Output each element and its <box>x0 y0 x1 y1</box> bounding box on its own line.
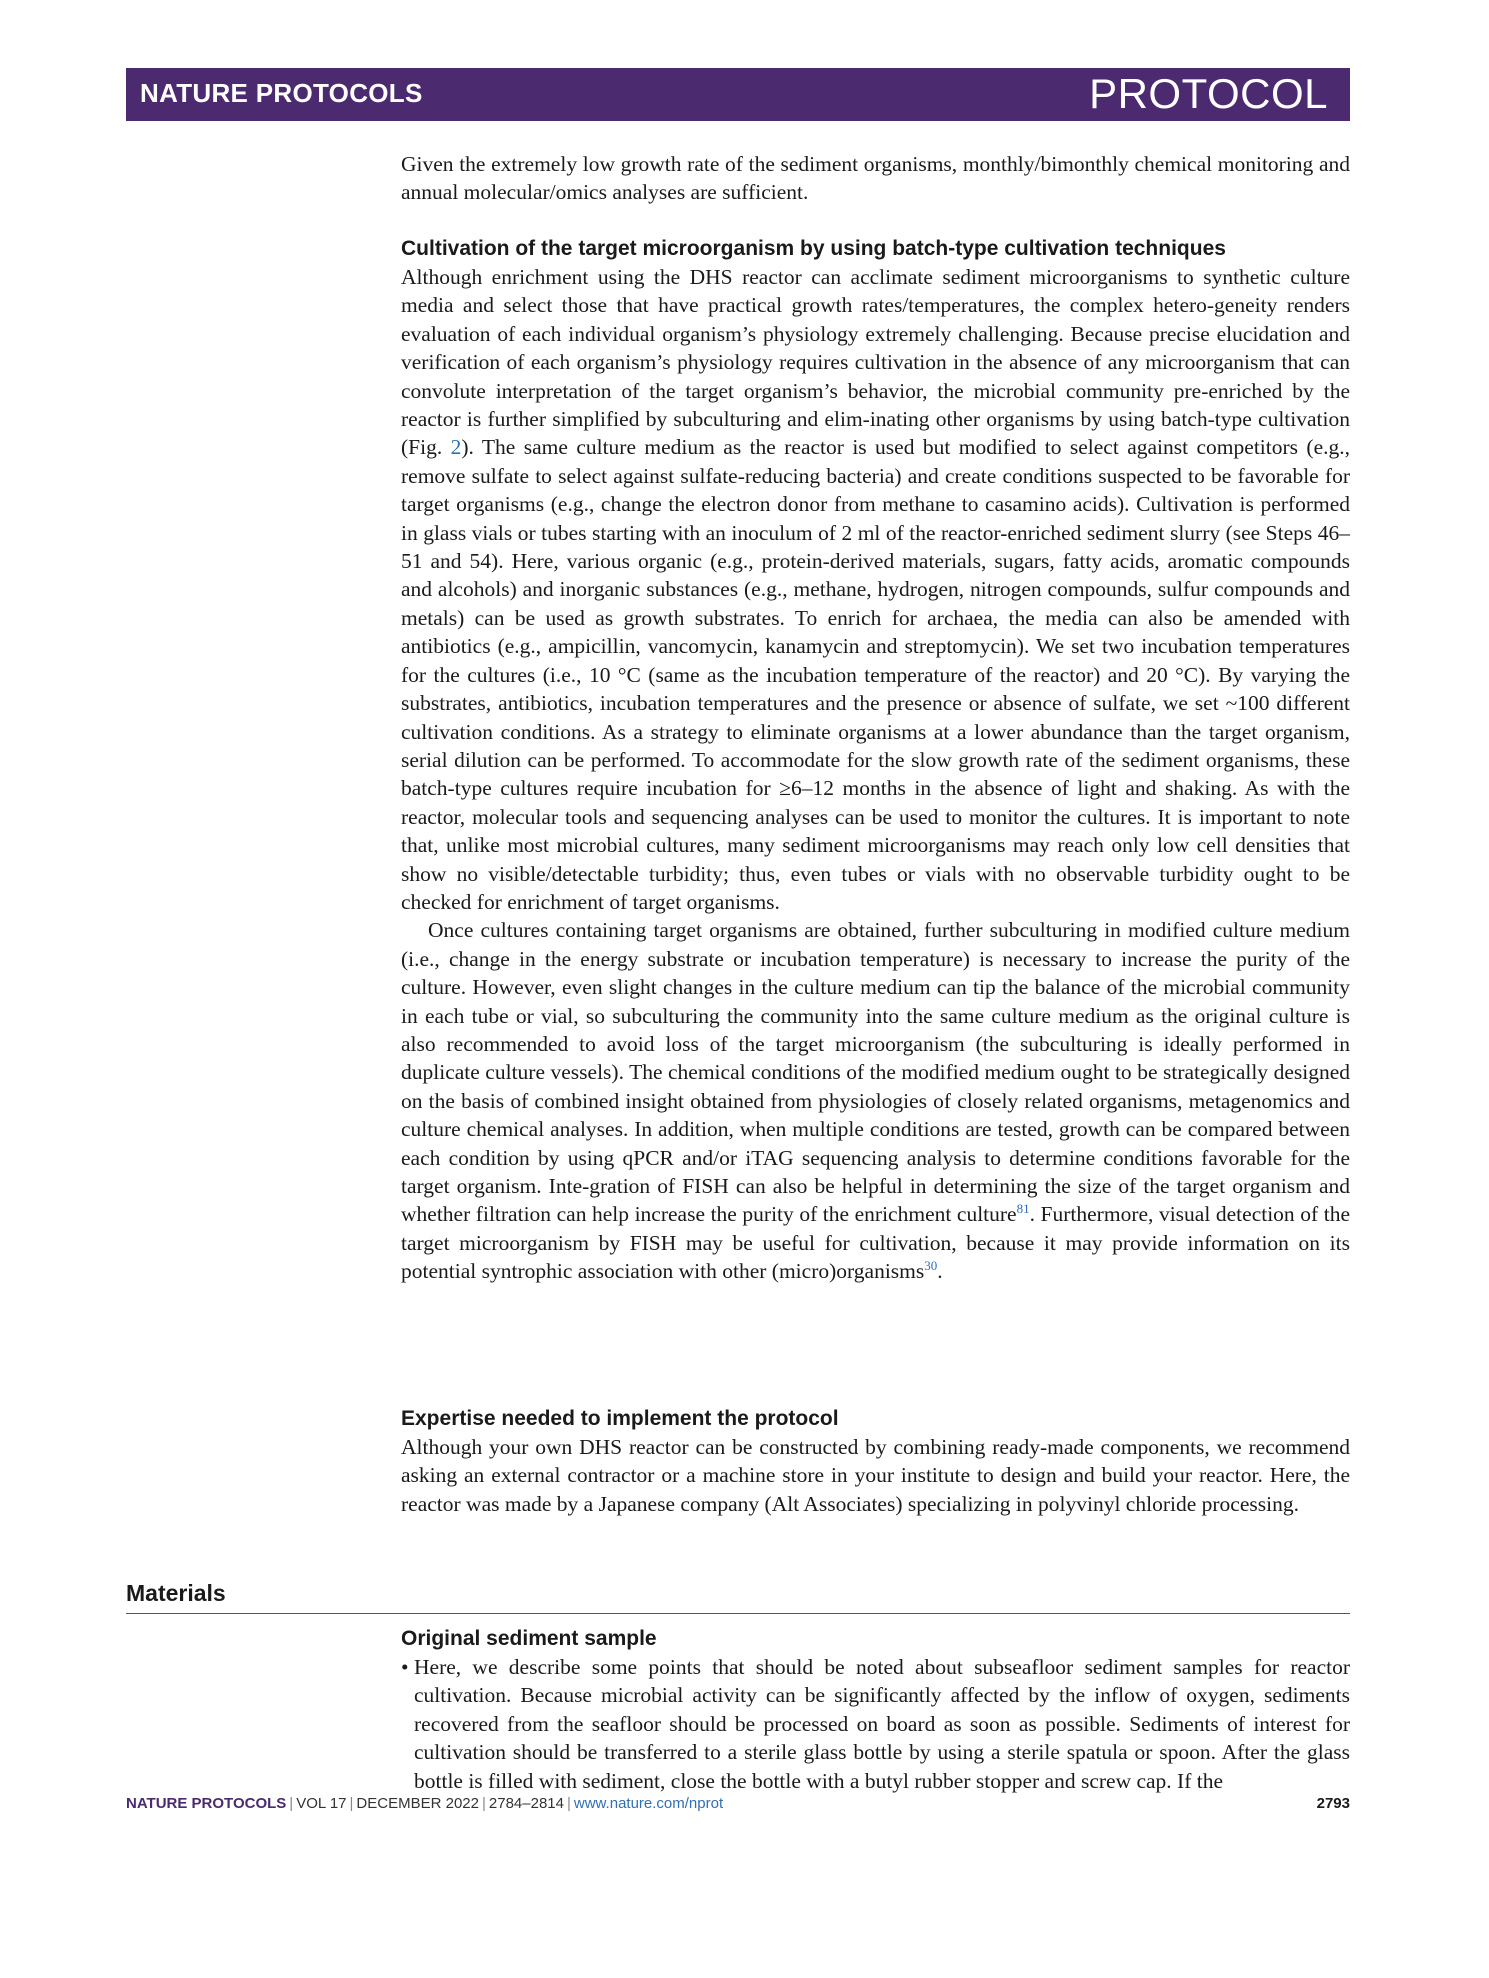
materials-section-heading <box>126 1580 1350 1614</box>
footer-date: DECEMBER 2022 <box>356 1795 479 1812</box>
cultivation-section <box>401 235 1350 1286</box>
original-sediment-heading: Original sediment sample <box>401 1627 657 1650</box>
reference-30-link[interactable]: 30 <box>924 1258 938 1274</box>
expertise-paragraph: Although your own DHS reactor can be constructed by combining ready-made components, we recommend asking an external contractor or a machine store in your institute to design and build your reactor. Here, the reactor was made by a Japanese company (Alt Associates) specializing in polyvinyl chloride processing. <box>401 1435 1350 1516</box>
cultivation-paragraph-1 <box>401 263 1350 916</box>
page-footer: NATURE PROTOCOLS | VOL 17 | DECEMBER 2022 | 2784–2814 | www.nature.com/nprot 2793 <box>126 1795 1350 1812</box>
reference-81-link[interactable]: 81 <box>1016 1201 1030 1217</box>
cultivation-p2-text-c: . <box>937 1259 943 1284</box>
expertise-heading: Expertise needed to implement the protocol <box>401 1407 839 1430</box>
materials-bullet-item <box>401 1653 1350 1795</box>
cultivation-p1-text-b: ). The same culture medium as the reactor is used but modified to select against competitors (e.g., remove sulfate to select against sulfate-reducing bacteria) and create conditions suspected to be favorable for target organisms (e.g., change the electron donor from methane to casamino acids). Cultivation is performed in glass vials or tubes starting with an inoculum of 2 ml of the reactor-enriched sediment slurry (see Steps 46–51 and 54). Here, various organic (e.g., protein-derived materials, sugars, fatty acids, aromatic compounds and alcohols) and inorganic substances (e.g., methane, hydrogen, nitrogen compounds, sulfur compounds and metals) can be used as growth substrates. To enrich for archaea, the media can also be amended with antibiotics (e.g., ampicillin, vancomycin, kanamycin and streptomycin). We set two incubation temperatures for the cultures (i.e., 10 °C (same as the incubation temperature of the reactor) and 20 °C). By varying the substrates, antibiotics, incubation temperatures and the presence or absence of sulfate, we set ~100 different cultivation conditions. As a strategy to eliminate organisms at a lower abundance than the target organism, serial dilution can be performed. To accommodate for the slow growth rate of the sediment organisms, these batch-type cultures require incubation for ≥6–12 months in the absence of light and shaking. As with the reactor, molecular tools and sequencing analyses can be used to monitor the cultures. It is important to note that, unlike most microbial cultures, many sediment microorganisms may reach only low cell densities that show no visible/detectable turbidity; thus, even tubes or vials with no observable turbidity ought to be checked for enrichment of target organisms. <box>401 435 1350 914</box>
bullet-marker: • <box>401 1655 409 1679</box>
intro-paragraph: Given the extremely low growth rate of the sediment organisms, monthly/bimonthly chemical monitoring and annual molecular/omics analyses are sufficient. <box>401 152 1350 205</box>
journal-name: NATURE PROTOCOLS <box>140 78 423 108</box>
cultivation-paragraph-2 <box>401 916 1350 1285</box>
intro-section <box>401 150 1350 207</box>
expertise-section <box>401 1405 1350 1518</box>
figure-2-link[interactable]: 2 <box>450 435 462 460</box>
footer-journal: NATURE PROTOCOLS <box>126 1795 287 1812</box>
footer-url-link[interactable]: www.nature.com/nprot <box>573 1795 724 1812</box>
cultivation-heading: Cultivation of the target microorganism by using batch-type cultivation techniques <box>401 237 1226 260</box>
article-type: PROTOCOL <box>1089 70 1328 117</box>
cultivation-p1-text-a: Although enrichment using the DHS reactor can acclimate sediment microorganisms to synthetic culture media and select those that have practical growth rates/temperatures, the complex hetero-geneity renders evaluation of each individual organism’s physiology extremely challenging. Because precise elucidation and verification of each organism’s physiology requires cultivation in the absence of any microorganism that can convolute interpretation of the target organism’s behavior, the microbial community pre-enriched by the reactor is further simplified by subculturing and elim-inating other organisms by using batch-type cultivation (Fig. <box>401 265 1350 460</box>
materials-title: Materials <box>126 1580 226 1606</box>
cultivation-p2-text-b: . Furthermore, visual detection of the target microorganism by FISH may be useful for cultivation, because it may provide information on its potential syntrophic association with other (micro)organisms <box>401 1202 1350 1284</box>
cultivation-p2-text-a: Once cultures containing target organisms are obtained, further subculturing in modified culture medium (i.e., change in the energy substrate or incubation temperature) is necessary to increase the purity of the culture. However, even slight changes in the culture medium can tip the balance of the microbial community in each tube or vial, so subculturing the community into the same culture medium as the original culture is also recommended to avoid loss of the target microorganism (the subculturing is ideally performed in duplicate culture vessels). The chemical conditions of the modified medium ought to be strategically designed on the basis of combined insight obtained from physiologies of closely related organisms, metagenomics and culture chemical analyses. In addition, when multiple conditions are tested, growth can be compared between each condition by using qPCR and/or iTAG sequencing analysis to determine conditions favorable for the target organism. Inte-gration of FISH can also be helpful in determining the size of the target organism and whether filtration can help increase the purity of the enrichment culture <box>401 918 1350 1227</box>
footer-volume: VOL 17 <box>296 1795 347 1812</box>
page-number: 2793 <box>1316 1795 1350 1812</box>
materials-section <box>401 1625 1350 1795</box>
materials-item-text: Here, we describe some points that should be noted about subseafloor sediment samples for reactor cultivation. Because microbial activity can be significantly affected by the inflow of oxygen, sediments recovered from the seafloor should be processed on board as soon as possible. Sediments of interest for cultivation should be transferred to a sterile glass bottle by using a sterile spatula or spoon. After the glass bottle is filled with sediment, close the bottle with a butyl rubber stopper and screw cap. If the <box>414 1655 1350 1793</box>
journal-header-bar <box>126 68 1350 121</box>
footer-pages: 2784–2814 <box>488 1795 564 1812</box>
